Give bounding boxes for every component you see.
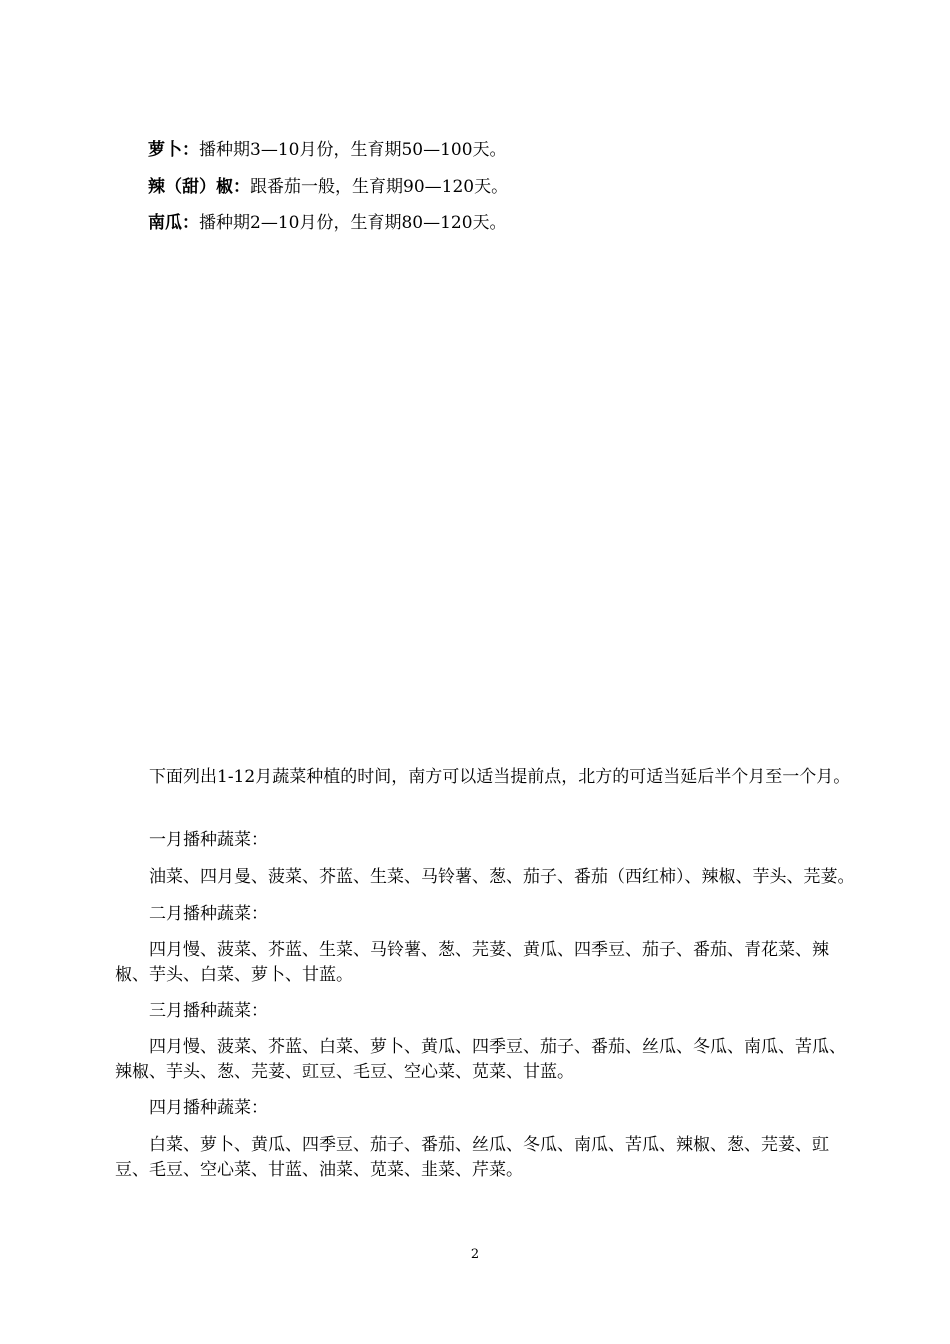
month-heading: 三月播种蔬菜： [149,1001,268,1021]
crop-text: 跟番茄一般，生育期90—120天。 [250,177,509,197]
month-list: 四月慢、菠菜、芥蓝、生菜、马铃薯、葱、芫荽、黄瓜、四季豆、茄子、番茄、青花菜、辣椒、芋头、白菜、萝卜、甘蓝。 [115,940,829,985]
crop-name: 萝卜： [148,140,199,160]
month-heading: 四月播种蔬菜： [149,1098,268,1118]
month-list: 四月慢、菠菜、芥蓝、白菜、萝卜、黄瓜、四季豆、茄子、番茄、丝瓜、冬瓜、南瓜、苦瓜、辣椒、芋头、葱、芫荽、豇豆、毛豆、空心菜、苋菜、甘蓝。 [115,1037,846,1082]
page-number: 2 [470,1247,480,1262]
month-heading: 一月播种蔬菜： [149,830,268,850]
crop-text: 播种期2—10月份，生育期80—120天。 [199,213,507,233]
crop-name: 辣（甜）椒： [148,177,250,197]
month-list: 白菜、萝卜、黄瓜、四季豆、茄子、番茄、丝瓜、冬瓜、南瓜、苦瓜、辣椒、葱、芫荽、豇豆、毛豆、空心菜、甘蓝、油菜、苋菜、韭菜、芹菜。 [115,1135,829,1180]
crop-line-nangua [148,211,507,235]
intro-paragraph: 下面列出1-12月蔬菜种植的时间，南方可以适当提前点，北方的可适当延后半个月至一个月。 [149,767,851,787]
crop-name: 南瓜： [148,213,199,233]
crop-text: 播种期3—10月份，生育期50—100天。 [199,140,507,160]
month-heading: 二月播种蔬菜： [149,904,268,924]
month-list: 油菜、四月曼、菠菜、芥蓝、生菜、马铃薯、葱、茄子、番茄（西红柿）、辣椒、芋头、芫荽。 [149,867,855,887]
crop-line-lajiao [148,175,508,199]
crop-line-luobo [148,138,507,162]
